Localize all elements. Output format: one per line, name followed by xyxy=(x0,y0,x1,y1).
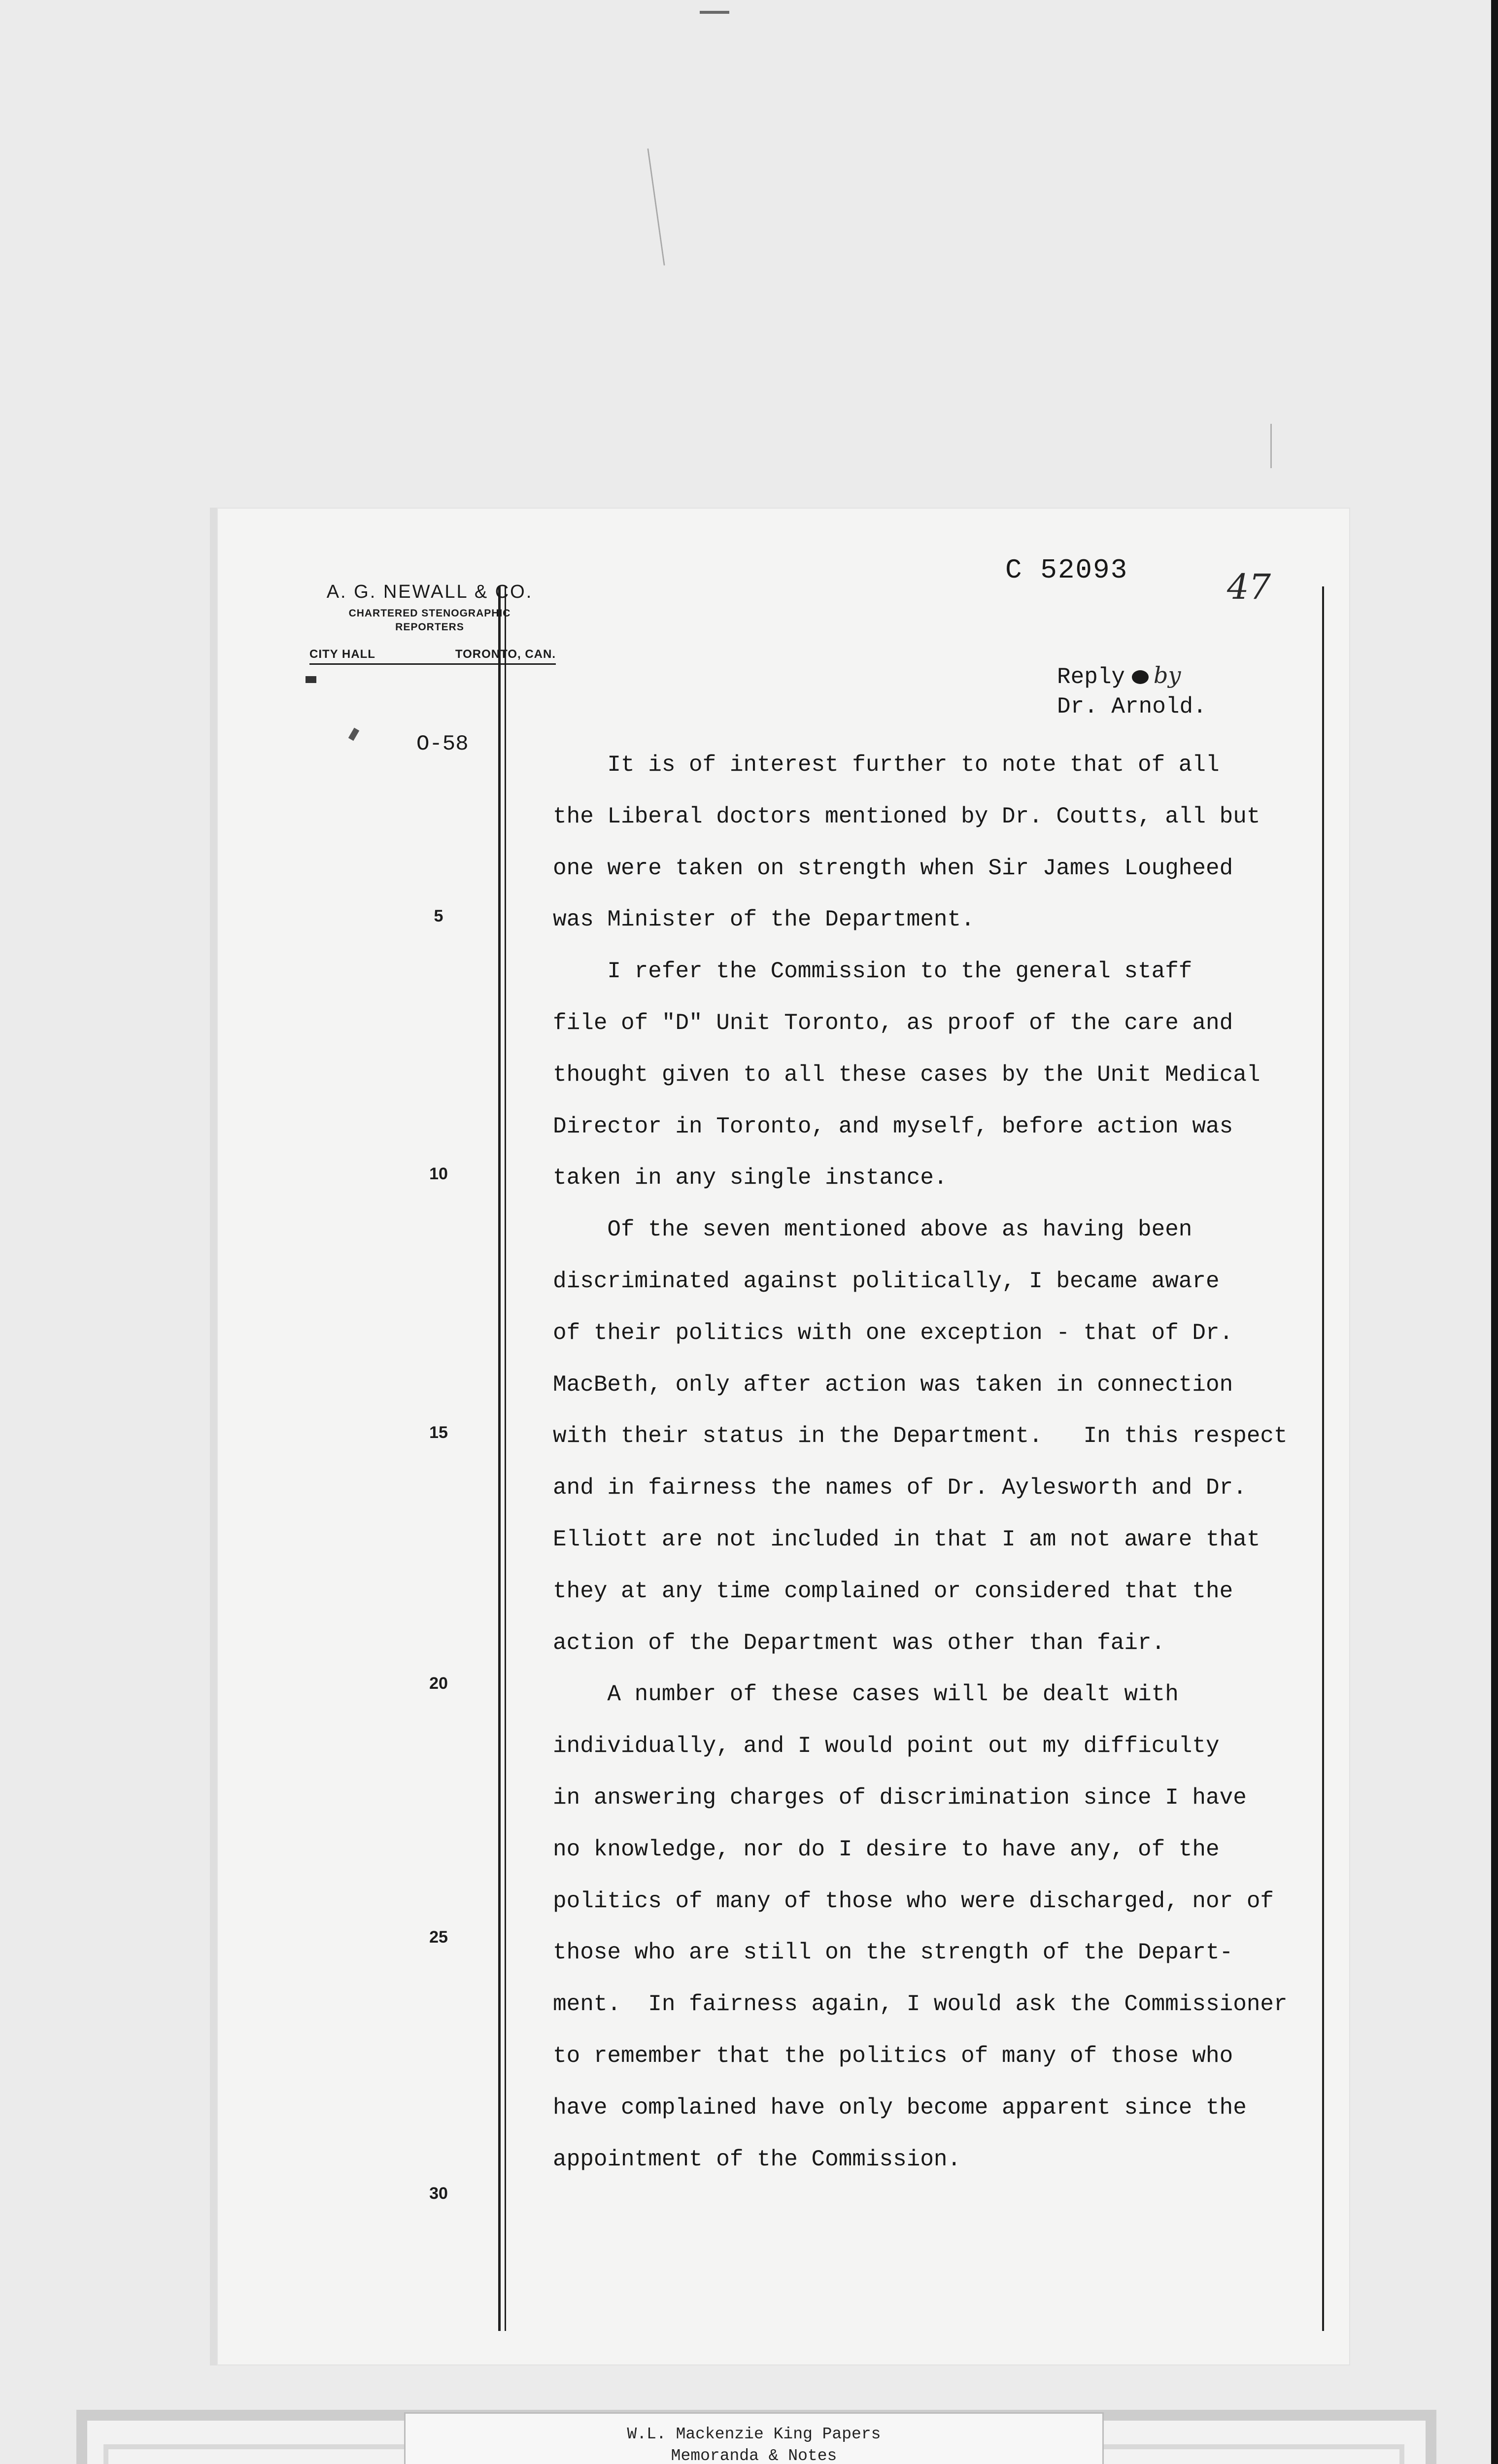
film-speck xyxy=(1270,424,1272,468)
film-speck xyxy=(700,11,729,14)
body-line: one were taken on strength when Sir James Lougheed xyxy=(553,855,1233,881)
body-line: file of "D" Unit Toronto, as proof of the care and xyxy=(553,1010,1233,1036)
letterhead-location: TORONTO, CAN. xyxy=(455,648,556,661)
reference-code: O-58 xyxy=(416,732,469,756)
body-line: those who are still on the strength of the Depart- xyxy=(553,1940,1233,1966)
letterhead-line1: CHARTERED STENOGRAPHIC xyxy=(348,608,511,619)
typed-body xyxy=(553,739,1331,2185)
margin-rule-left xyxy=(498,586,501,2331)
body-line: of their politics with one exception - that of Dr. xyxy=(553,1320,1233,1346)
body-line: they at any time complained or considered that the xyxy=(553,1578,1233,1604)
letterhead-city: CITY HALL xyxy=(309,648,375,661)
handwritten-by: by xyxy=(1154,662,1181,688)
body-line: I refer the Commission to the general staff xyxy=(553,958,1192,985)
body-line: appointment of the Commission. xyxy=(553,2146,961,2172)
letterhead-line2: REPORTERS xyxy=(395,621,464,633)
reply-name: Dr. Arnold. xyxy=(1057,694,1207,719)
body-line: thought given to all these cases by the Unit Medical xyxy=(553,1061,1260,1088)
body-line: taken in any single instance. xyxy=(553,1165,948,1191)
margin-rule-left-inner xyxy=(505,586,506,2331)
body-line: was Minister of the Department. xyxy=(553,907,975,933)
body-line: in answering charges of discrimination since I have xyxy=(553,1784,1247,1811)
body-line: discriminated against politically, I became aware xyxy=(553,1268,1220,1294)
page-mark xyxy=(306,676,316,683)
body-line: have complained have only become apparent since the xyxy=(553,2094,1247,2121)
line-number: 30 xyxy=(429,2184,448,2203)
line-number: 5 xyxy=(434,907,443,925)
struck-out-word xyxy=(1132,670,1149,684)
body-line: with their status in the Department. In this respect xyxy=(553,1423,1288,1449)
body-line: It is of interest further to note that of all xyxy=(553,752,1220,778)
letterhead-address xyxy=(309,648,556,665)
letterhead-firm: A. G. NEWALL & CO. xyxy=(326,582,533,602)
body-line: action of the Department was other than fair. xyxy=(553,1630,1165,1656)
archive-label-collection: W.L. Mackenzie King Papers xyxy=(627,2425,881,2443)
body-line: no knowledge, nor do I desire to have any, of the xyxy=(553,1836,1220,1862)
line-number: 15 xyxy=(429,1423,448,1442)
film-hair xyxy=(647,148,665,266)
body-line: individually, and I would point out my difficulty xyxy=(553,1733,1220,1759)
body-line: Director in Toronto, and myself, before action was xyxy=(553,1113,1233,1139)
body-line: Elliott are not included in that I am not aware that xyxy=(553,1526,1260,1552)
archive-label-series: Memoranda & Notes xyxy=(671,2447,837,2464)
body-line: MacBeth, only after action was taken in connection xyxy=(553,1371,1233,1398)
line-number: 25 xyxy=(429,1928,448,1947)
body-line: A number of these cases will be dealt with xyxy=(553,1681,1179,1708)
body-line: Of the seven mentioned above as having been xyxy=(553,1217,1192,1243)
line-number: 20 xyxy=(429,1674,448,1693)
body-line: politics of many of those who were discharged, nor of xyxy=(553,1888,1274,1914)
line-number: 10 xyxy=(429,1164,448,1183)
archive-label xyxy=(404,2412,1104,2464)
body-line: to remember that the politics of many of those who xyxy=(553,2043,1233,2069)
document-number: C 52093 xyxy=(1005,554,1128,586)
body-line: and in fairness the names of Dr. Aylesworth and Dr. xyxy=(553,1475,1247,1501)
film-frame-edge xyxy=(1491,0,1498,2464)
handwritten-page-number: 47 xyxy=(1227,567,1271,607)
body-line: the Liberal doctors mentioned by Dr. Coutts, all but xyxy=(553,803,1260,829)
reply-heading xyxy=(1057,660,1207,721)
letterhead xyxy=(302,582,558,634)
body-line: ment. In fairness again, I would ask the Commissioner xyxy=(553,1991,1288,2018)
reply-word: Reply xyxy=(1057,664,1125,690)
